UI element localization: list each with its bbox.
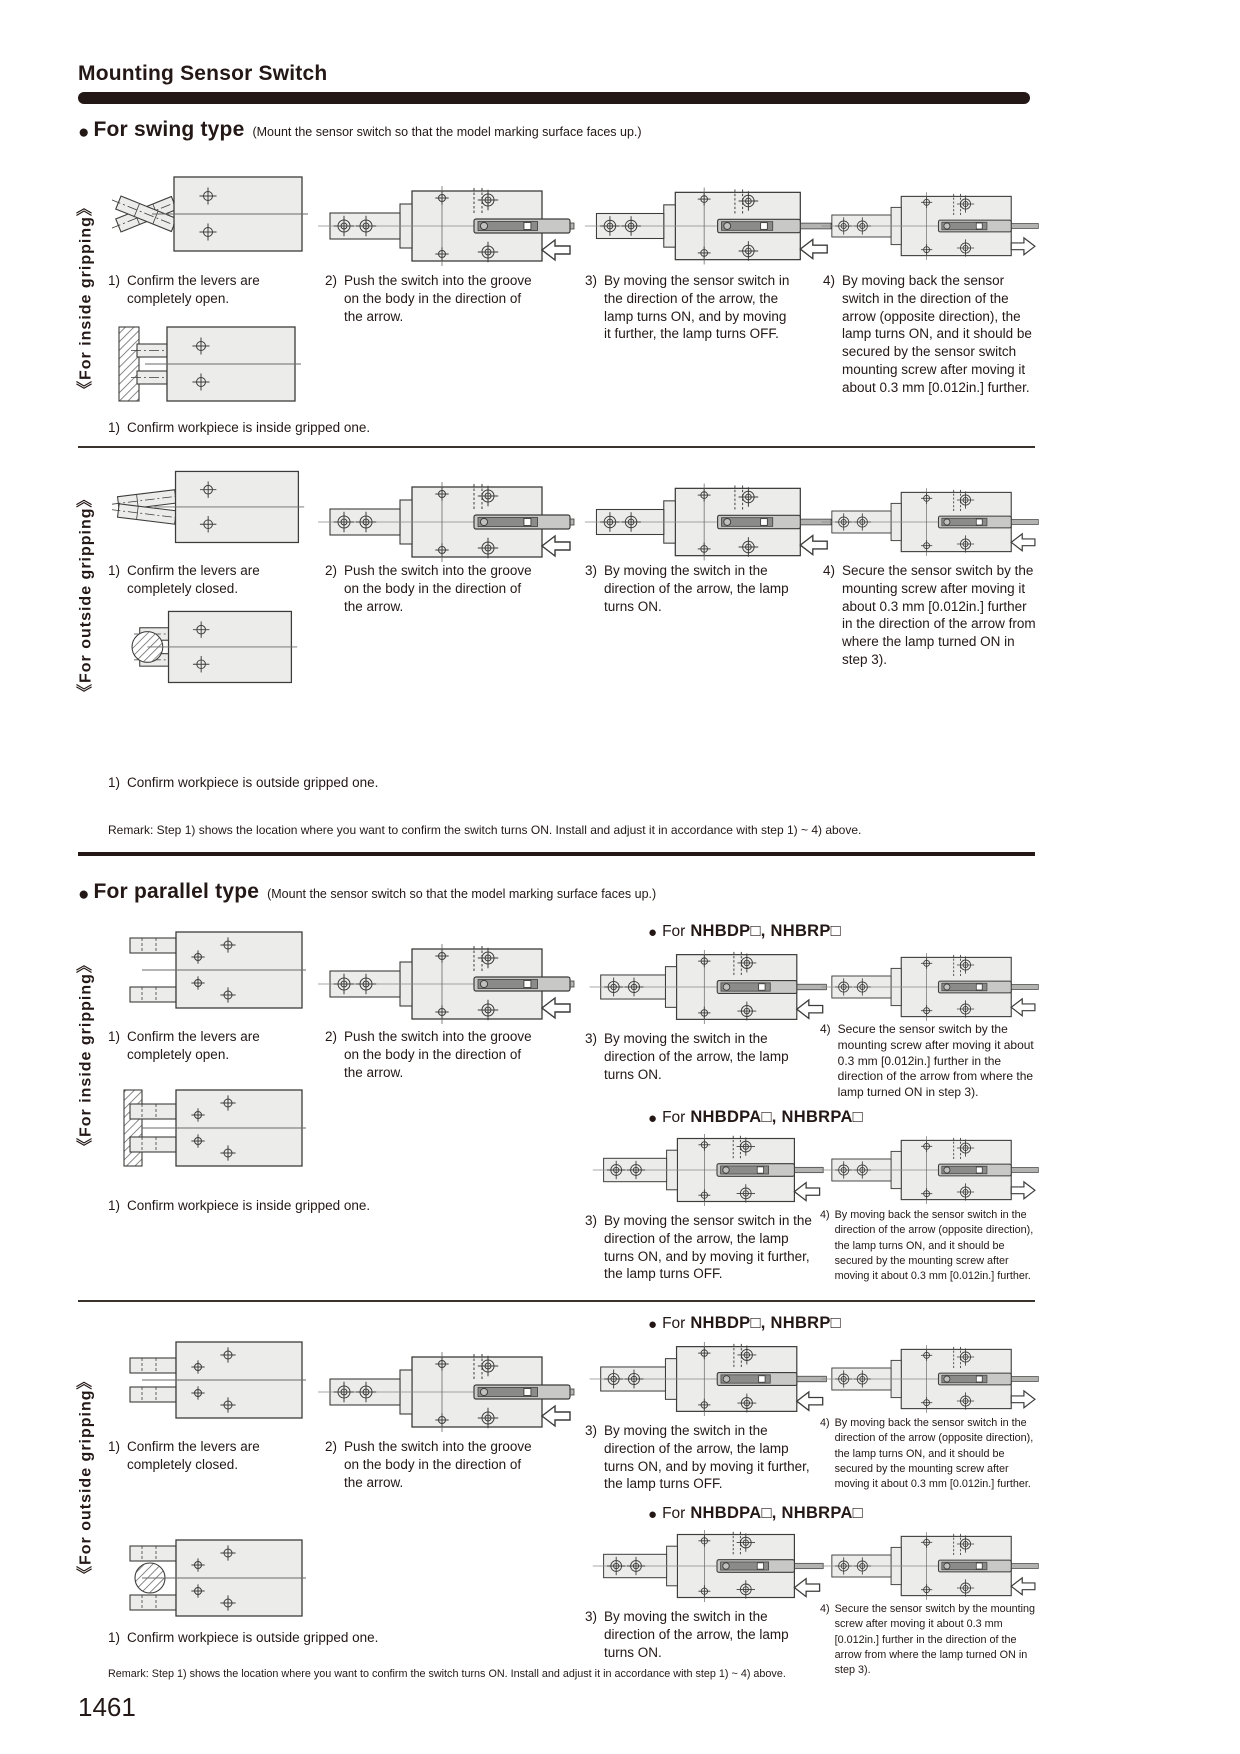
section-divider	[78, 852, 1035, 856]
page-title: Mounting Sensor Switch	[78, 62, 328, 85]
step-number: 1)	[108, 273, 121, 288]
workpiece-note	[108, 775, 378, 790]
step-number: 4)	[823, 563, 836, 578]
section-heading-parallel	[78, 880, 656, 904]
group-prefix: For	[662, 1109, 686, 1126]
step-number: 1)	[108, 1029, 121, 1044]
workpiece-note	[108, 420, 370, 435]
model-group-heading	[648, 1108, 863, 1127]
gripper-side-diagram	[820, 186, 1040, 266]
gripper-side-diagram	[583, 186, 833, 266]
group-models: NHBDPA□, NHBRPA□	[690, 1108, 863, 1126]
gripper-side-diagram	[820, 1530, 1040, 1602]
remark-text: Remark: Step 1) shows the location where you want to confirm the switch turns ON. Install and adjust it in accordance with step 1) ~ 4) above.	[108, 1668, 786, 1680]
step-text: Confirm workpiece is inside gripped one.	[127, 1198, 371, 1213]
step-number: 2)	[325, 563, 338, 578]
step-text: Confirm workpiece is outside gripped one.	[127, 1630, 379, 1645]
step-item	[820, 1416, 1038, 1493]
group-models: NHBDPA□, NHBRPA□	[690, 1504, 863, 1522]
step-number: 1)	[108, 1439, 121, 1454]
step-text: By moving back the sensor switch in the direction of the arrow (opposite direction), the lamp turns ON, and it should be secured by the mounting screw after moving it about 0.3 mm [0.012in.] further.	[834, 1209, 1034, 1283]
section-heading-swing	[78, 118, 642, 142]
step-number: 3)	[585, 563, 598, 578]
gripper-front-diagram	[112, 1528, 312, 1628]
step-item	[108, 1028, 308, 1064]
gripper-side-diagram	[315, 944, 577, 1024]
gripper-side-diagram	[315, 1352, 577, 1432]
step-number: 4)	[820, 1603, 830, 1615]
step-number: 2)	[325, 1029, 338, 1044]
gripper-side-diagram	[583, 482, 833, 562]
vertical-section-label: 《For outside gripping》	[77, 490, 95, 700]
step-text: Push the switch into the groove on the body in the direction of the arrow.	[344, 1439, 532, 1490]
group-prefix: For	[662, 1315, 686, 1332]
step-item	[820, 1602, 1038, 1679]
title-underline-bar	[78, 92, 1030, 104]
step-item	[108, 272, 308, 308]
step-item	[108, 562, 308, 598]
step-number: 4)	[820, 1209, 830, 1221]
step-number: 3)	[585, 1213, 598, 1228]
step-number: 1)	[108, 1630, 121, 1645]
workpiece-note	[108, 1630, 378, 1645]
step-number: 4)	[820, 1022, 831, 1036]
model-group-heading	[648, 1314, 841, 1333]
step-item	[823, 272, 1038, 397]
vertical-section-label: 《For inside gripping》	[77, 199, 95, 397]
gripper-front-diagram	[112, 920, 312, 1020]
step-text: Confirm workpiece is outside gripped one.	[127, 775, 379, 790]
step-item	[108, 1438, 308, 1474]
model-group-heading	[648, 1504, 863, 1523]
gripper-side-diagram	[583, 1134, 833, 1206]
gripper-side-diagram	[315, 482, 577, 562]
step-number: 3)	[585, 1609, 598, 1624]
gripper-front-diagram	[112, 1078, 312, 1178]
step-text: Secure the sensor switch by the mounting screw after moving it about 0.3 mm [0.012in.] further in the direction of the arrow from where the lamp turned ON in step 3).	[837, 1022, 1034, 1100]
step-item	[820, 1022, 1038, 1101]
gripper-front-diagram	[112, 163, 312, 263]
step-item	[325, 1028, 537, 1081]
group-prefix: For	[662, 923, 686, 940]
step-number: 2)	[325, 1439, 338, 1454]
step-text: Push the switch into the groove on the body in the direction of the arrow.	[344, 563, 532, 614]
section-title: For parallel type	[93, 880, 260, 903]
gripper-side-diagram	[820, 482, 1040, 562]
step-text: By moving the sensor switch in the direction of the arrow, the lamp turns ON, and by moving it further, the lamp turns OFF.	[604, 273, 790, 342]
step-item	[325, 562, 537, 615]
step-text: By moving the switch in the direction of the arrow, the lamp turns ON.	[604, 563, 789, 614]
step-item	[585, 1608, 805, 1661]
section-title: For swing type	[93, 118, 245, 141]
gripper-side-diagram	[820, 1342, 1040, 1416]
workpiece-note	[108, 1198, 370, 1213]
step-item	[823, 562, 1038, 669]
step-text: Push the switch into the groove on the body in the direction of the arrow.	[344, 1029, 532, 1080]
step-number: 4)	[820, 1417, 830, 1429]
divider	[78, 446, 1035, 448]
step-text: By moving the switch in the direction of the arrow, the lamp turns ON.	[604, 1609, 789, 1660]
step-number: 1)	[108, 563, 121, 578]
step-text: Confirm workpiece is inside gripped one.	[127, 420, 371, 435]
section-bullet-icon: ●	[78, 122, 90, 143]
step-item	[585, 1030, 800, 1083]
step-text: Push the switch into the groove on the body in the direction of the arrow.	[344, 273, 532, 324]
gripper-front-diagram	[112, 458, 312, 554]
step-number: 4)	[823, 273, 836, 288]
step-text: By moving back the sensor switch in the direction of the arrow (opposite direction), the lamp turns ON, and it should be secured by the mounting screw after moving it about 0.3 mm [0.012in.] further.	[834, 1417, 1034, 1491]
step-text: Confirm the levers are completely open.	[127, 1029, 260, 1062]
step-item	[585, 272, 790, 343]
step-number: 3)	[585, 273, 598, 288]
page-number: 1461	[78, 1692, 136, 1722]
step-text: By moving back the sensor switch in the direction of the arrow (opposite direction), the lamp turns ON, and it should be secured by the sensor switch mounting screw after moving it about 0.3 mm [0.012in.] further.	[842, 273, 1032, 395]
model-group-heading	[648, 922, 841, 941]
divider	[78, 1300, 1035, 1302]
step-number: 1)	[108, 420, 121, 435]
group-bullet-icon: ●	[648, 924, 658, 941]
step-number: 3)	[585, 1423, 598, 1438]
gripper-side-diagram	[820, 950, 1040, 1024]
step-text: Secure the sensor switch by the mounting screw after moving it about 0.3 mm [0.012in.] further in the direction of the arrow from where the lamp turned ON in step 3).	[834, 1603, 1036, 1677]
group-bullet-icon: ●	[648, 1506, 658, 1523]
group-bullet-icon: ●	[648, 1316, 658, 1333]
group-models: NHBDP□, NHBRP□	[690, 1314, 841, 1332]
group-bullet-icon: ●	[648, 1110, 658, 1127]
step-text: Secure the sensor switch by the mounting screw after moving it about 0.3 mm [0.012in.] further in the direction of the arrow from where the lamp turned ON in step 3).	[842, 563, 1036, 668]
gripper-front-diagram	[105, 598, 305, 694]
step-text: Confirm the levers are completely open.	[127, 273, 260, 306]
section-subtitle: (Mount the sensor switch so that the model marking surface faces up.)	[252, 125, 642, 139]
step-item	[585, 562, 800, 615]
step-text: By moving the switch in the direction of the arrow, the lamp turns ON.	[604, 1031, 789, 1082]
gripper-front-diagram	[112, 1330, 312, 1430]
gripper-side-diagram	[583, 1530, 833, 1602]
step-number: 2)	[325, 273, 338, 288]
gripper-side-diagram	[583, 1342, 833, 1416]
gripper-side-diagram	[820, 1134, 1040, 1206]
step-item	[325, 1438, 537, 1491]
vertical-section-label: 《For outside gripping》	[77, 1372, 95, 1582]
group-models: NHBDP□, NHBRP□	[690, 922, 841, 940]
step-item	[585, 1422, 813, 1493]
gripper-side-diagram	[315, 186, 577, 266]
vertical-section-label: 《For inside gripping》	[77, 956, 95, 1154]
remark-text: Remark: Step 1) shows the location where you want to confirm the switch turns ON. Install and adjust it in accordance with step 1) ~ 4) above.	[108, 823, 862, 837]
step-item	[820, 1208, 1038, 1285]
gripper-front-diagram	[105, 312, 305, 414]
section-subtitle: (Mount the sensor switch so that the model marking surface faces up.)	[267, 887, 657, 901]
step-text: Confirm the levers are completely closed.	[127, 1439, 260, 1472]
step-text: By moving the sensor switch in the direction of the arrow, the lamp turns ON, and by moving it further, the lamp turns OFF.	[604, 1213, 812, 1282]
group-prefix: For	[662, 1505, 686, 1522]
section-bullet-icon: ●	[78, 884, 90, 905]
step-number: 3)	[585, 1031, 598, 1046]
step-text: Confirm the levers are completely closed.	[127, 563, 260, 596]
step-text: By moving the switch in the direction of the arrow, the lamp turns ON, and by moving it further, the lamp turns OFF.	[604, 1423, 810, 1492]
step-item	[585, 1212, 813, 1283]
step-item	[325, 272, 537, 325]
step-number: 1)	[108, 775, 121, 790]
step-number: 1)	[108, 1198, 121, 1213]
gripper-side-diagram	[583, 950, 833, 1024]
